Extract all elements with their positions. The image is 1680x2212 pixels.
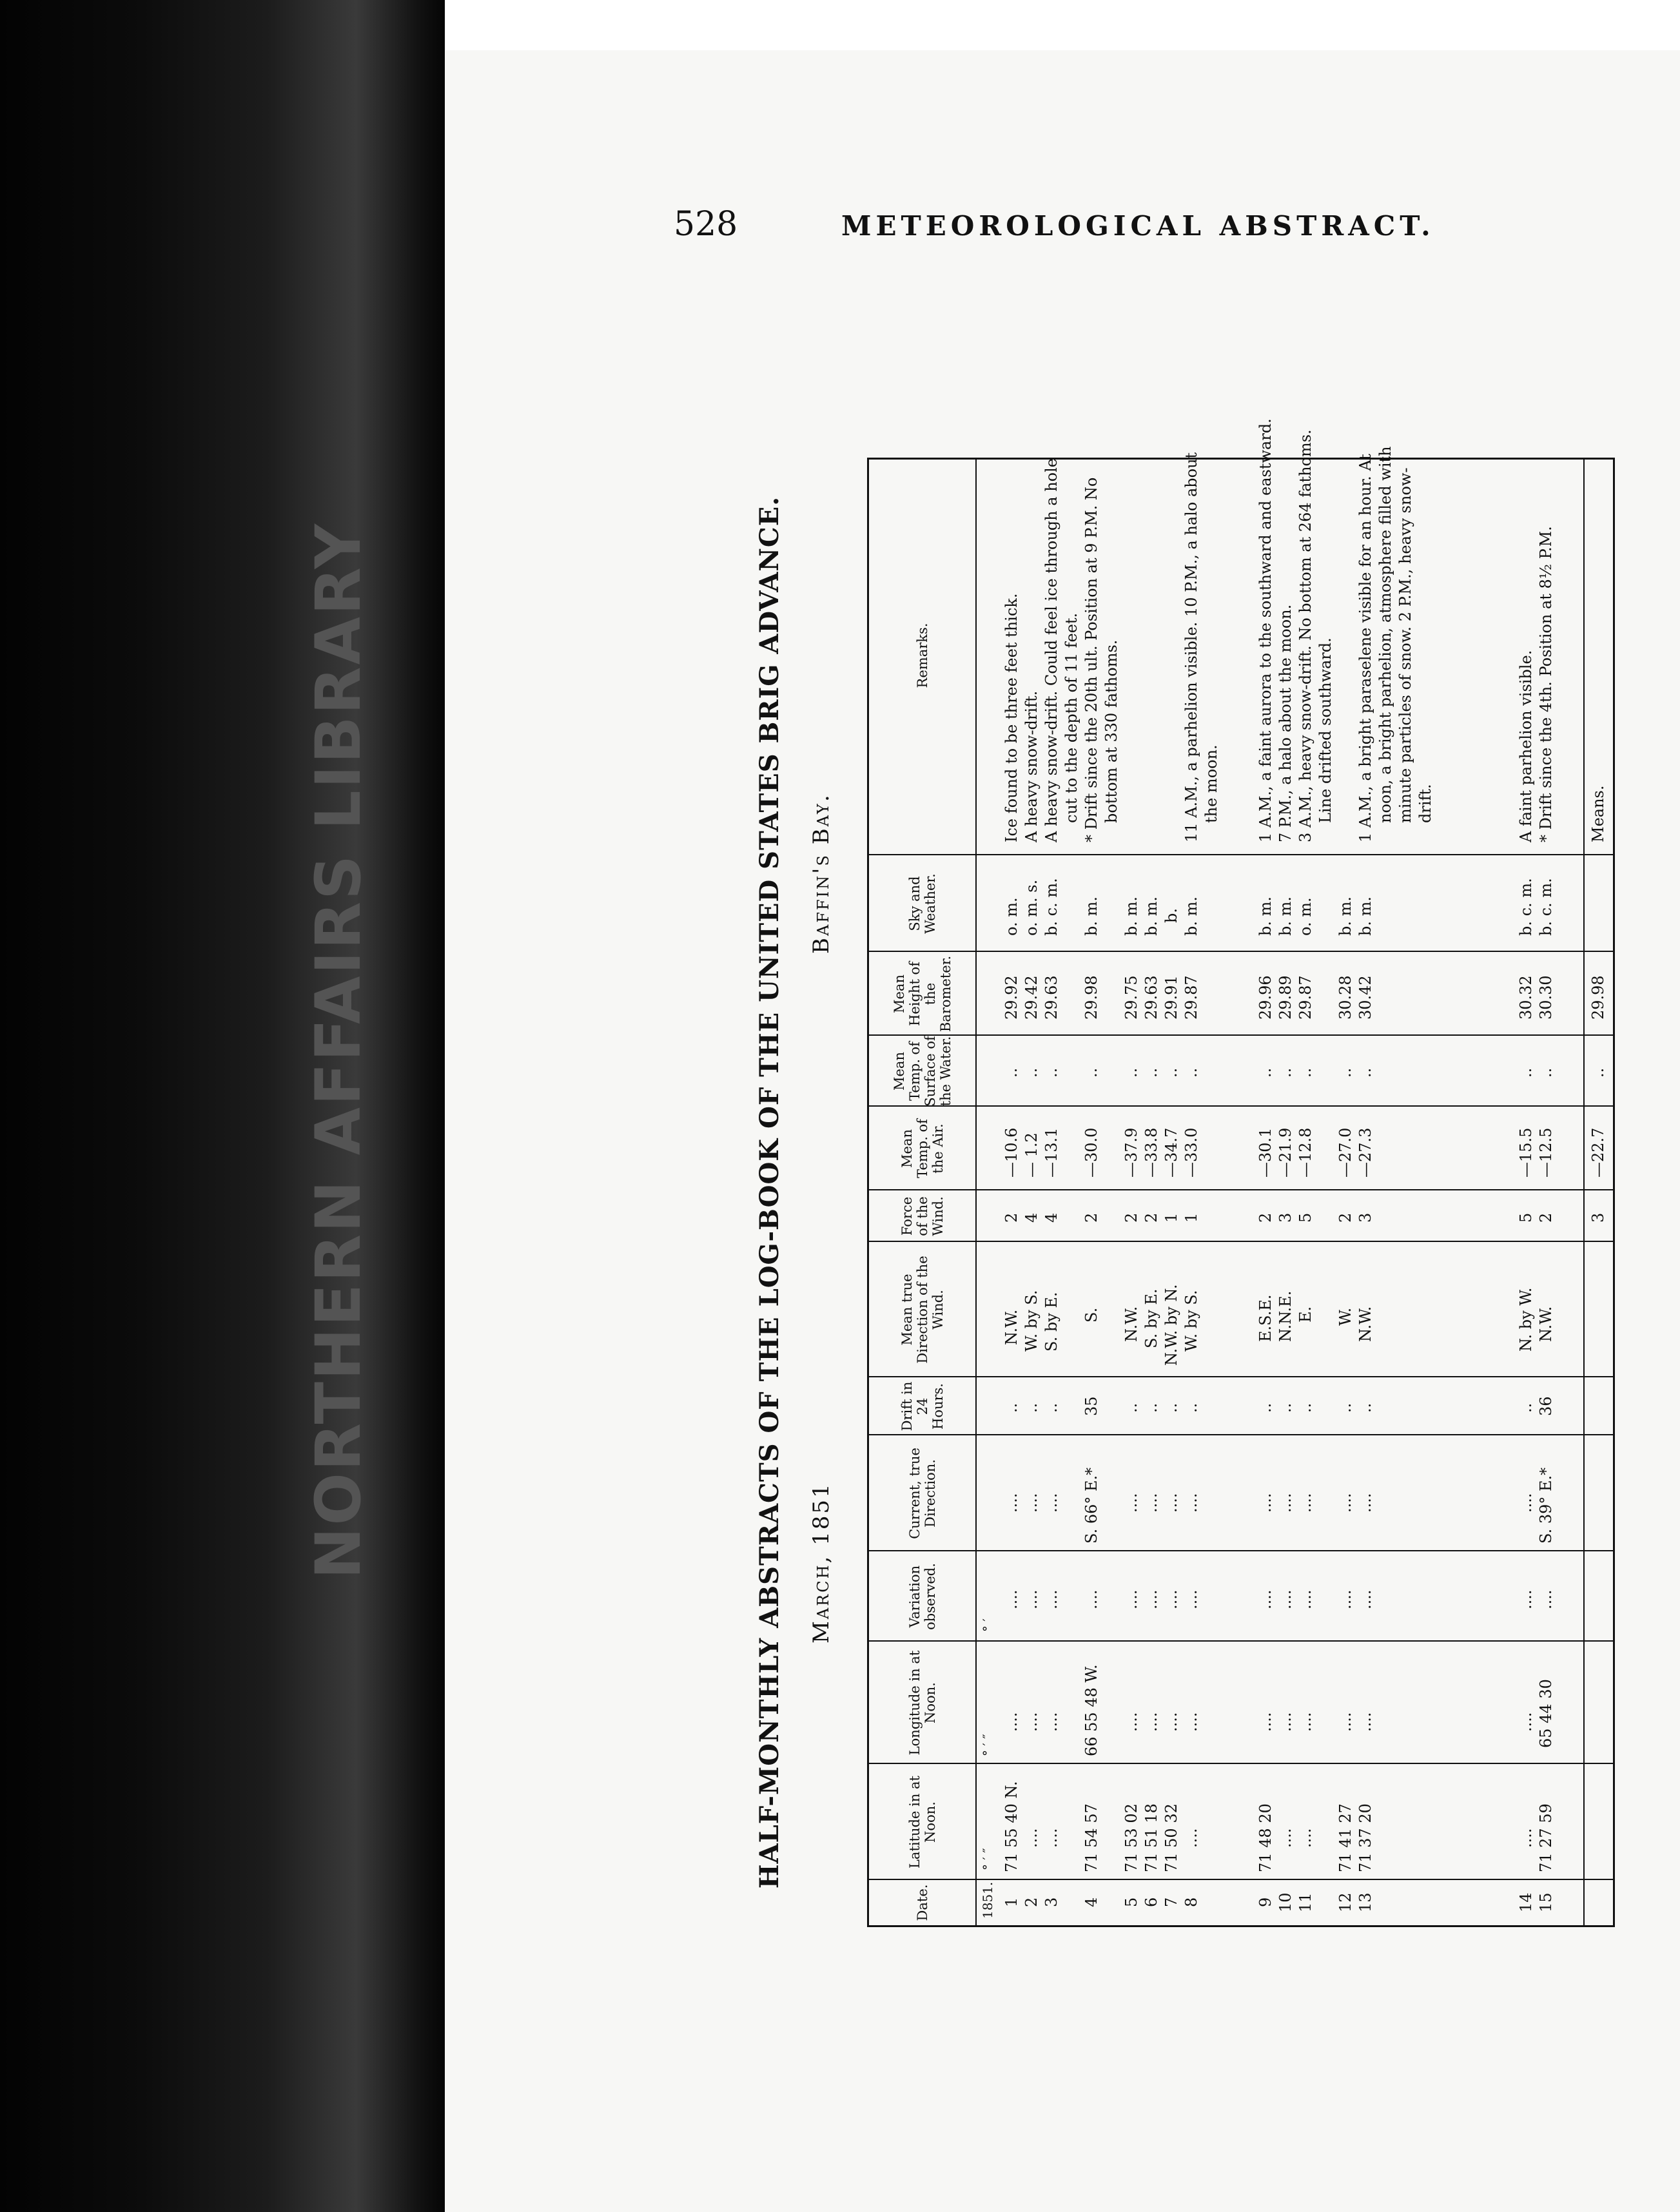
book-spine — [0, 0, 445, 2212]
row-force: 2 — [1256, 1212, 1275, 1223]
header-water-temp: Mean Temp. of Surface of the Water. — [892, 1036, 953, 1107]
row-force: 1 — [1162, 1212, 1180, 1223]
row-drift: .. — [1122, 1402, 1140, 1413]
row-wind: S. by E. — [1042, 1292, 1060, 1352]
row-date: 9 — [1256, 1897, 1275, 1907]
row-longitude: .... — [1256, 1712, 1275, 1732]
row-variation: .... — [1162, 1589, 1180, 1609]
row-air: —13.1 — [1042, 1127, 1060, 1178]
row-variation: .... — [1182, 1589, 1200, 1609]
remark-line: 1 A.M., a bright paraselene visible for an hour. At — [1356, 454, 1374, 842]
remark-line: minute particles of snow. 2 P.M., heavy snow- — [1396, 467, 1414, 823]
row-force: 3 — [1356, 1212, 1374, 1223]
row-date: 7 — [1162, 1897, 1180, 1907]
row-longitude: .... — [1276, 1712, 1294, 1732]
row-sky: b. m. — [1356, 896, 1374, 936]
row-drift: .. — [1162, 1402, 1180, 1413]
row-wind: S. — [1082, 1307, 1100, 1323]
row-wind: W. — [1336, 1307, 1354, 1326]
row-latitude: .... — [1022, 1828, 1040, 1848]
row-water: .. — [1042, 1067, 1060, 1078]
row-current: .... — [1162, 1493, 1180, 1513]
col-divider — [869, 1434, 1613, 1435]
remark-line: 1 A.M., a faint aurora to the southward and eastward. — [1256, 418, 1275, 842]
lon-units: ° ′ ″ — [980, 1734, 995, 1756]
rotated-table-block — [754, 418, 1618, 1934]
row-drift: .. — [1336, 1402, 1354, 1413]
row-water: .. — [1356, 1067, 1374, 1078]
row-baro: 29.92 — [1002, 975, 1021, 1020]
row-longitude: .... — [1022, 1712, 1040, 1732]
header-barometer: Mean Height of the Barometer. — [892, 955, 953, 1033]
row-latitude: .... — [1517, 1828, 1535, 1848]
row-baro: 29.75 — [1122, 975, 1140, 1020]
row-air: —30.1 — [1256, 1127, 1275, 1178]
row-drift: .. — [1296, 1402, 1314, 1413]
row-sky: b. m. — [1256, 896, 1275, 936]
row-wind: N.W. — [1122, 1306, 1140, 1342]
row-drift: 36 — [1537, 1396, 1555, 1416]
row-force: 2 — [1122, 1212, 1140, 1223]
row-latitude: 71 51 18 — [1142, 1803, 1160, 1872]
col-divider — [869, 1241, 1613, 1242]
row-sky: b. — [1162, 908, 1180, 923]
row-date: 13 — [1356, 1892, 1374, 1912]
row-air: —34.7 — [1162, 1127, 1180, 1178]
row-drift: .. — [1276, 1402, 1294, 1413]
remark-line: drift. — [1416, 784, 1434, 823]
row-longitude: .... — [1296, 1712, 1314, 1732]
row-water: .. — [1276, 1067, 1294, 1078]
row-date: 15 — [1537, 1892, 1555, 1912]
row-current: .... — [1276, 1493, 1294, 1513]
table-row — [1296, 855, 1316, 1925]
row-wind: E.S.E. — [1256, 1294, 1275, 1342]
row-baro: 29.63 — [1042, 975, 1060, 1020]
row-variation: .... — [1276, 1589, 1294, 1609]
row-water: .. — [1082, 1067, 1100, 1078]
row-current: .... — [1182, 1493, 1200, 1513]
row-latitude: 71 54 57 — [1082, 1803, 1100, 1872]
row-air: —12.8 — [1296, 1127, 1314, 1178]
row-current: .... — [1022, 1493, 1040, 1513]
row-variation: .... — [1022, 1589, 1040, 1609]
row-drift: .. — [1182, 1402, 1200, 1413]
row-baro: 29.89 — [1276, 975, 1294, 1020]
row-baro: 29.98 — [1082, 975, 1100, 1020]
row-sky: b. m. — [1122, 896, 1140, 936]
remark-line: cut to the depth of 11 feet. — [1062, 612, 1080, 823]
remark-line: A heavy snow-drift. — [1022, 690, 1040, 842]
page-number: 528 — [674, 205, 738, 244]
row-variation: .... — [1002, 1589, 1021, 1609]
row-date: 12 — [1336, 1892, 1354, 1912]
row-drift: .. — [1517, 1402, 1535, 1413]
row-air: —37.9 — [1122, 1127, 1140, 1178]
row-date: 11 — [1296, 1892, 1314, 1912]
row-force: 3 — [1276, 1212, 1294, 1223]
row-variation: .... — [1042, 1589, 1060, 1609]
row-wind: N.N.E. — [1276, 1290, 1294, 1342]
row-latitude: .... — [1182, 1828, 1200, 1848]
remark-line: * Drift since the 4th. Position at 8½ P.M. — [1537, 526, 1555, 842]
remark-line: A heavy snow-drift. Could feel ice through a hole — [1042, 458, 1060, 842]
row-longitude: .... — [1182, 1712, 1200, 1732]
means-force: 3 — [1589, 1212, 1607, 1223]
means-water: .. — [1589, 1067, 1607, 1078]
place-label: Baffin's Bay. — [808, 793, 834, 954]
remark-line: 3 A.M., heavy snow-drift. No bottom at 264 fathoms. — [1296, 429, 1314, 842]
row-water: .. — [1537, 1067, 1555, 1078]
row-sky: b. m. — [1182, 896, 1200, 936]
row-baro: 29.42 — [1022, 975, 1040, 1020]
table-row — [1256, 855, 1276, 1925]
remark-line: Ice found to be three feet thick. — [1002, 593, 1021, 842]
row-date: 3 — [1042, 1897, 1060, 1907]
row-water: .. — [1336, 1067, 1354, 1078]
row-current: .... — [1356, 1493, 1374, 1513]
row-drift: .. — [1256, 1402, 1275, 1413]
row-longitude: .... — [1142, 1712, 1160, 1732]
row-date: 2 — [1022, 1897, 1040, 1907]
header-divider — [975, 460, 977, 1925]
col-divider — [869, 1105, 1613, 1107]
header-longitude: Longitude in at Noon. — [907, 1650, 938, 1756]
header-date: Date. — [915, 1884, 930, 1921]
row-latitude: .... — [1296, 1828, 1314, 1848]
table-row — [1122, 855, 1142, 1925]
row-drift: .. — [1002, 1402, 1021, 1413]
col-divider — [869, 1763, 1613, 1764]
col-divider — [869, 1034, 1613, 1036]
var-units: ° ′ — [980, 1618, 995, 1632]
row-longitude: .... — [1122, 1712, 1140, 1732]
row-wind: N.W. by N. — [1162, 1284, 1180, 1366]
row-latitude: .... — [1276, 1828, 1294, 1848]
row-current: .... — [1002, 1493, 1021, 1513]
row-longitude: .... — [1356, 1712, 1374, 1732]
row-current: .... — [1517, 1493, 1535, 1513]
row-water: .. — [1182, 1067, 1200, 1078]
row-longitude: .... — [1042, 1712, 1060, 1732]
row-sky: o. m. — [1002, 897, 1021, 936]
table-row — [1336, 855, 1356, 1925]
row-force: 4 — [1022, 1212, 1040, 1223]
row-variation: .... — [1517, 1589, 1535, 1609]
remark-line: 11 A.M., a parhelion visible. 10 P.M., a halo about — [1182, 452, 1200, 842]
row-force: 2 — [1142, 1212, 1160, 1223]
row-sky: b. m. — [1276, 896, 1294, 936]
row-longitude: 66 55 48 W. — [1082, 1664, 1100, 1756]
row-water: .. — [1517, 1067, 1535, 1078]
row-air: —27.3 — [1356, 1127, 1374, 1178]
table-title: HALF-MONTHLY ABSTRACTS OF THE LOG-BOOK OF THE UNITED STATES BRIG ADVANCE. — [754, 496, 785, 1889]
row-force: 5 — [1517, 1212, 1535, 1223]
row-water: .. — [1296, 1067, 1314, 1078]
row-force: 2 — [1082, 1212, 1100, 1223]
means-label: Means. — [1589, 785, 1607, 842]
col-divider — [869, 854, 1613, 855]
row-baro: 30.42 — [1356, 975, 1374, 1020]
row-current: .... — [1142, 1493, 1160, 1513]
means-row — [1588, 456, 1608, 1925]
header-remarks: Remarks. — [915, 623, 930, 688]
table-row — [1042, 855, 1062, 1925]
row-drift: .. — [1022, 1402, 1040, 1413]
row-latitude: 71 37 20 — [1356, 1803, 1374, 1872]
row-sky: b. m. — [1082, 896, 1100, 936]
row-drift: 35 — [1082, 1396, 1100, 1416]
row-force: 2 — [1336, 1212, 1354, 1223]
row-wind: E. — [1296, 1306, 1314, 1323]
remark-line: bottom at 330 fathoms. — [1102, 639, 1120, 823]
row-date: 4 — [1082, 1897, 1100, 1907]
remark-line: noon, a bright parhelion, atmosphere filled with — [1376, 446, 1394, 823]
row-sky: b. m. — [1142, 896, 1160, 936]
year-label: 1851. — [980, 1881, 995, 1919]
row-longitude: .... — [1517, 1712, 1535, 1732]
header-air-temp: Mean Temp. of the Air. — [899, 1119, 946, 1178]
table-row — [1276, 855, 1296, 1925]
row-water: .. — [1022, 1067, 1040, 1078]
table-row — [1536, 855, 1556, 1925]
table-row — [1516, 855, 1536, 1925]
table-row — [1002, 855, 1022, 1925]
row-air: —30.0 — [1082, 1127, 1100, 1178]
running-head: METEOROLOGICAL ABSTRACT. — [841, 210, 1435, 242]
col-divider — [869, 1376, 1613, 1377]
row-current: .... — [1336, 1493, 1354, 1513]
row-current: S. 66° E.* — [1082, 1467, 1100, 1544]
lat-units: ° ′ ″ — [980, 1848, 995, 1870]
table-row — [1142, 855, 1162, 1925]
remark-line: A faint parhelion visible. — [1517, 650, 1535, 842]
row-longitude: .... — [1162, 1712, 1180, 1732]
row-sky: b. m. — [1336, 896, 1354, 936]
row-variation: .... — [1082, 1589, 1100, 1609]
row-sky: b. c. m. — [1042, 878, 1060, 936]
row-baro: 29.91 — [1162, 975, 1180, 1020]
row-date: 8 — [1182, 1897, 1200, 1907]
row-current: .... — [1256, 1493, 1275, 1513]
table-row — [1022, 855, 1042, 1925]
row-air: —15.5 — [1517, 1127, 1535, 1178]
header-variation: Variation observed. — [907, 1563, 938, 1630]
remark-line: 7 P.M., a halo about the moon. — [1276, 604, 1294, 842]
row-air: —27.0 — [1336, 1127, 1354, 1178]
row-wind: W. by S. — [1022, 1290, 1040, 1352]
table-row — [1182, 855, 1202, 1925]
means-divider — [1583, 460, 1585, 1925]
row-current: .... — [1122, 1493, 1140, 1513]
row-water: .. — [1122, 1067, 1140, 1078]
row-sky: b. c. m. — [1537, 878, 1555, 936]
row-longitude: .... — [1336, 1712, 1354, 1732]
row-current: .... — [1296, 1493, 1314, 1513]
remark-line: Line drifted southward. — [1316, 637, 1334, 823]
log-table — [867, 418, 1615, 1927]
row-variation: .... — [1537, 1589, 1555, 1609]
row-longitude: .... — [1002, 1712, 1021, 1732]
row-baro: 29.96 — [1256, 975, 1275, 1020]
col-divider — [869, 1189, 1613, 1190]
row-baro: 30.30 — [1537, 975, 1555, 1020]
row-force: 2 — [1537, 1212, 1555, 1223]
row-water: .. — [1142, 1067, 1160, 1078]
row-variation: .... — [1296, 1589, 1314, 1609]
row-air: —21.9 — [1276, 1127, 1294, 1178]
row-force: 2 — [1002, 1212, 1021, 1223]
row-drift: .. — [1356, 1402, 1374, 1413]
row-water: .. — [1002, 1067, 1021, 1078]
row-sky: o. m. s. — [1022, 879, 1040, 936]
row-drift: .. — [1042, 1402, 1060, 1413]
row-wind: N.W. — [1537, 1306, 1555, 1342]
row-variation: .... — [1256, 1589, 1275, 1609]
row-wind: N. by W. — [1517, 1287, 1535, 1352]
row-date: 5 — [1122, 1897, 1140, 1907]
row-variation: .... — [1142, 1589, 1160, 1609]
header-current: Current, true Direction. — [907, 1448, 938, 1539]
col-divider — [869, 1640, 1613, 1642]
row-latitude: 71 50 32 — [1162, 1803, 1180, 1872]
row-baro: 29.87 — [1296, 975, 1314, 1020]
row-wind: W. by S. — [1182, 1290, 1200, 1352]
row-wind: N.W. — [1356, 1306, 1374, 1342]
row-water: .. — [1256, 1067, 1275, 1078]
row-date: 10 — [1276, 1892, 1294, 1912]
row-variation: .... — [1356, 1589, 1374, 1609]
header-wind-force: Force of the Wind. — [899, 1196, 946, 1236]
row-force: 5 — [1296, 1212, 1314, 1223]
row-baro: 30.28 — [1336, 975, 1354, 1020]
table-row — [1356, 855, 1376, 1925]
row-variation: .... — [1122, 1589, 1140, 1609]
row-latitude: 71 55 40 N. — [1002, 1781, 1021, 1872]
row-drift: .. — [1142, 1402, 1160, 1413]
row-air: —33.0 — [1182, 1127, 1200, 1178]
remark-line: * Drift since the 20th ult. Position at 9 P.M. No — [1082, 477, 1100, 842]
row-air: —10.6 — [1002, 1127, 1021, 1178]
means-baro: 29.98 — [1589, 975, 1607, 1020]
row-air: — 1.2 — [1022, 1132, 1040, 1178]
row-wind: N.W. — [1002, 1309, 1021, 1345]
row-date: 14 — [1517, 1892, 1535, 1912]
row-air: —33.8 — [1142, 1127, 1160, 1178]
row-date: 1 — [1002, 1897, 1021, 1907]
row-latitude: .... — [1042, 1828, 1060, 1848]
table-row — [1162, 855, 1182, 1925]
library-stamp: NORTHERN AFFAIRS LIBRARY — [302, 521, 375, 1579]
row-latitude: 71 41 27 — [1336, 1803, 1354, 1872]
row-longitude: 65 44 30 — [1537, 1679, 1555, 1748]
row-current: S. 39° E.* — [1537, 1467, 1555, 1544]
header-sky: Sky and Weather. — [907, 873, 938, 934]
col-divider — [869, 1550, 1613, 1551]
row-baro: 29.87 — [1182, 975, 1200, 1020]
month-label: March, 1851 — [808, 1482, 834, 1644]
header-wind-direction: Mean true Direction of the Wind. — [899, 1256, 946, 1364]
row-force: 1 — [1182, 1212, 1200, 1223]
row-water: .. — [1162, 1067, 1180, 1078]
row-latitude: 71 48 20 — [1256, 1803, 1275, 1872]
row-wind: S. by E. — [1142, 1288, 1160, 1348]
row-force: 4 — [1042, 1212, 1060, 1223]
col-divider — [869, 951, 1613, 952]
row-air: —12.5 — [1537, 1127, 1555, 1178]
row-sky: o. m. — [1296, 897, 1314, 936]
col-divider — [869, 1879, 1613, 1880]
row-baro: 29.63 — [1142, 975, 1160, 1020]
means-air: —22.7 — [1589, 1127, 1607, 1178]
row-latitude: 71 27 59 — [1537, 1803, 1555, 1872]
row-latitude: 71 53 02 — [1122, 1803, 1140, 1872]
row-date: 6 — [1142, 1897, 1160, 1907]
row-sky: b. c. m. — [1517, 878, 1535, 936]
header-drift: Drift in 24 Hours. — [899, 1381, 946, 1431]
header-latitude: Latitude in at Noon. — [907, 1776, 938, 1869]
table-row — [1082, 855, 1102, 1925]
row-current: .... — [1042, 1493, 1060, 1513]
row-baro: 30.32 — [1517, 975, 1535, 1020]
row-variation: .... — [1336, 1589, 1354, 1609]
remark-line: the moon. — [1202, 744, 1220, 823]
